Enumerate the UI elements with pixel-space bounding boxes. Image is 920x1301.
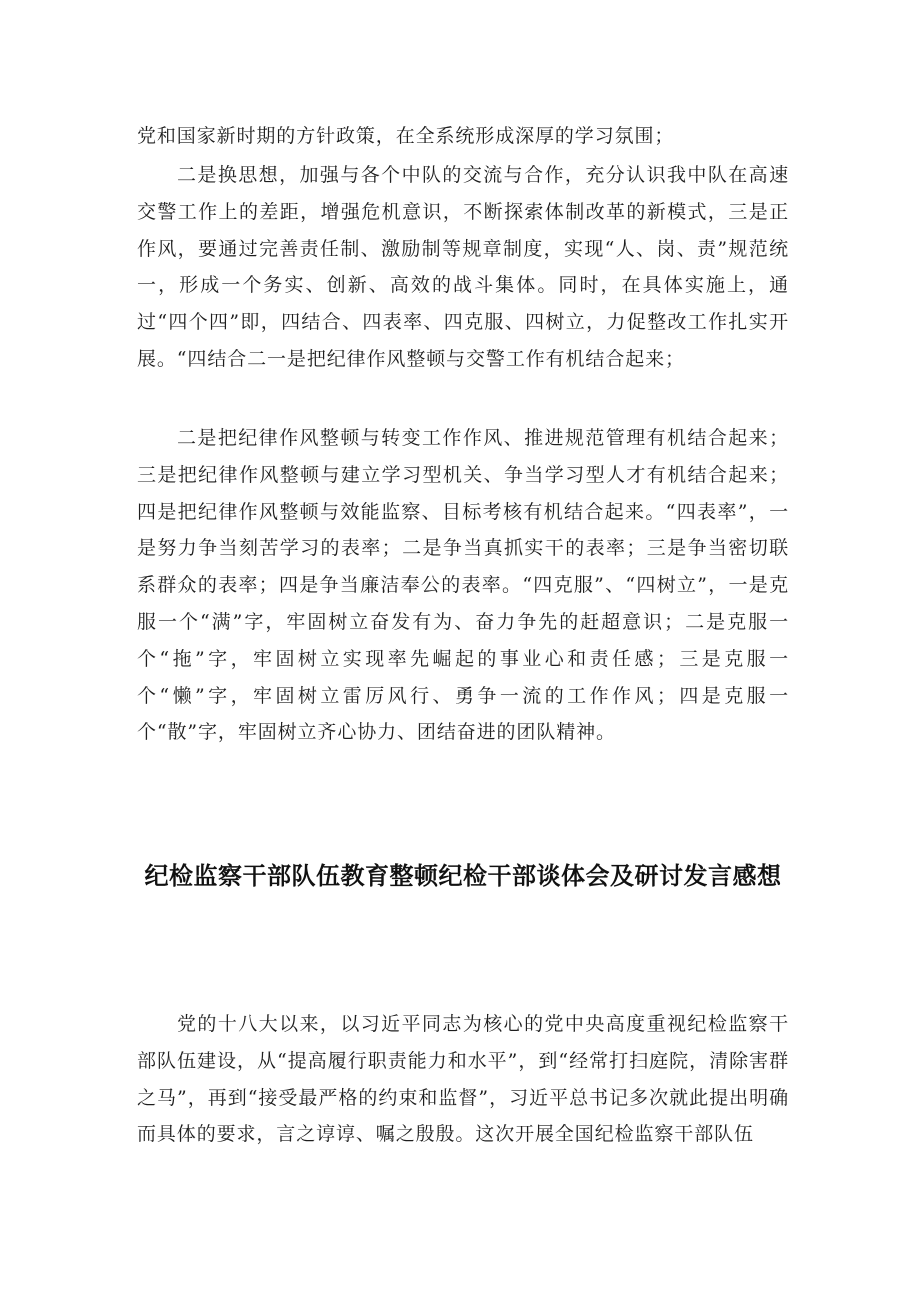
paragraph-2: 二是换思想，加强与各个中队的交流与合作，充分认识我中队在高速交警工作上的差距，增强危机意识，不断探索体制改革的新模式，三是正作风，要通过完善责任制、激励制等规章制度，实现“人、岗、责”规范统一，形成一个务实、创新、高效的战斗集体。同时，在具体实施上，通过“四个四”即，四结合、四表率、四克服、四树立，力促整改工作扎实开展。“四结合二一是把纪律作风整顿与交警工作有机结合起来；: [137, 164, 789, 370]
paragraph-4: 党的十八大以来，以习近平同志为核心的党中央高度重视纪检监察干部队伍建设，从“提高履行职责能力和水平”，到“经常打扫庭院，清除害群之马”，再到“接受最严格的约束和监督”，习近平总书记多次就此提出明确而具体的要求，言之谆谆、嘱之殷殷。这次开展全国纪检监察干部队伍: [137, 1013, 789, 1146]
paragraph-1: 党和国家新时期的方针政策，在全系统形成深厚的学习氛围；: [137, 125, 675, 147]
paragraph-3: 二是把纪律作风整顿与转变工作作风、推进规范管理有机结合起来；三是把纪律作风整顿与建立学习型机关、争当学习型人才有机结合起来；四是把纪律作风整顿与效能监察、目标考核有机结合起来。“四表率”，一是努力争当刻苦学习的表率；二是争当真抓实干的表率；三是争当密切联系群众的表率；四是争当廉洁奉公的表率。“四克服”、“四树立”，一是克服一个“满”字，牢固树立奋发有为、奋力争先的赶超意识；二是克服一个“拖”字，牢固树立实现率先崛起的事业心和责任感；三是克服一个“懒”字，牢固树立雷厉风行、勇争一流的工作作风；四是克服一个“散”字，牢固树立齐心协力、团结奋进的团队精神。: [137, 427, 789, 744]
section-title: 纪检监察干部队伍教育整顿纪检干部谈体会及研讨发言感想: [144, 862, 782, 890]
